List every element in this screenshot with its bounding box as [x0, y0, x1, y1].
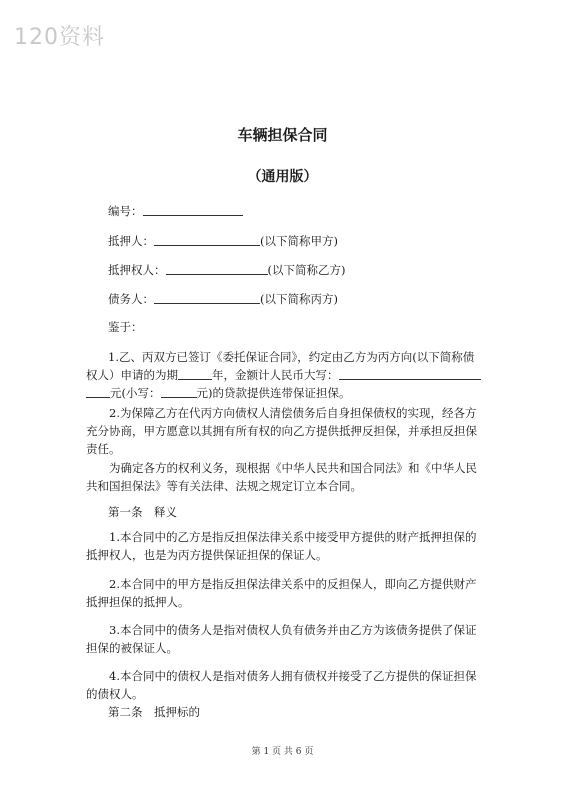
amount-figures-blank — [161, 386, 197, 398]
contract-number-line — [108, 203, 243, 219]
debtor-suffix: (以下简称丙方) — [260, 292, 338, 306]
article-1-heading: 第一条 释义 — [108, 505, 177, 519]
article-2-heading: 第二条 抵押标的 — [108, 705, 200, 719]
clause-1-line-3 — [86, 385, 351, 401]
watermark-logo: 120资料 — [14, 25, 105, 50]
pledgor-line — [108, 233, 338, 249]
article-1-item-3: 3.本合同中的债务人是指对债权人负有债务并由乙方为该债务提供了保证担保的被保证人。 — [86, 623, 477, 655]
term-years-blank — [178, 368, 212, 380]
debtor-label: 债务人： — [108, 292, 154, 306]
pledgee-suffix: (以下简称乙方) — [267, 263, 346, 277]
pledgor-suffix: (以下简称甲方) — [260, 234, 338, 248]
article-1-item-1: 1.本合同中的乙方是指反担保法律关系中接受甲方提供的财产抵押担保的抵押权人，也是为丙方提供保证担保的保证人。 — [86, 530, 477, 562]
clause-1-line-2 — [86, 367, 481, 383]
pledgor-blank — [154, 234, 260, 246]
contract-number-blank — [143, 204, 243, 216]
whereas-heading: 鉴于： — [108, 320, 143, 334]
clause-1-text-d: 元)的贷款提供连带保证担保。 — [196, 386, 351, 400]
document-title: 车辆担保合同 — [237, 126, 328, 144]
clause-2-paragraph: 2.为保障乙方在代丙方向债权人清偿债务后自身担保债权的实现，经各方充分协商，甲方愿意以其拥有所有权的向乙方提供抵押反担保，并承担反担保责任。 — [86, 406, 477, 456]
amount-words-blank — [339, 368, 481, 380]
pledgor-label: 抵押人： — [108, 234, 154, 248]
debtor-line — [108, 291, 338, 307]
document-subtitle: （通用版） — [247, 169, 318, 185]
purpose-paragraph: 为确定各方的权利义务，现根据《中华人民共和国合同法》和《中华人民共和国担保法》等有关法律、法规之规定订立本合同。 — [86, 461, 477, 493]
clause-1-line-1: 1.乙、丙双方已签订《委托保证合同》，约定由乙方为丙方向(以下简称债 — [108, 350, 475, 364]
pledgee-line — [108, 262, 345, 278]
debtor-blank — [154, 292, 260, 304]
article-1-item-2: 2.本合同中的甲方是指反担保法律关系中的反担保人，即向乙方提供财产抵押担保的抵押人。 — [86, 577, 477, 609]
page-footer: 第 1 页 共 6 页 — [251, 747, 314, 757]
contract-number-label: 编号： — [108, 204, 143, 218]
pledgee-label: 抵押权人： — [108, 263, 166, 277]
clause-1-text-b: 年，金额计人民币大写： — [212, 368, 339, 382]
clause-1-text-c: 元(小写： — [110, 386, 161, 400]
pledgee-blank — [166, 263, 268, 275]
amount-words-blank-cont — [86, 386, 110, 398]
article-1-item-4: 4.本合同中的债权人是指对债务人拥有债权并接受了乙方提供的保证担保的债权人。 — [86, 669, 477, 701]
clause-1-text-a: 权人）申请的为期 — [86, 368, 178, 382]
